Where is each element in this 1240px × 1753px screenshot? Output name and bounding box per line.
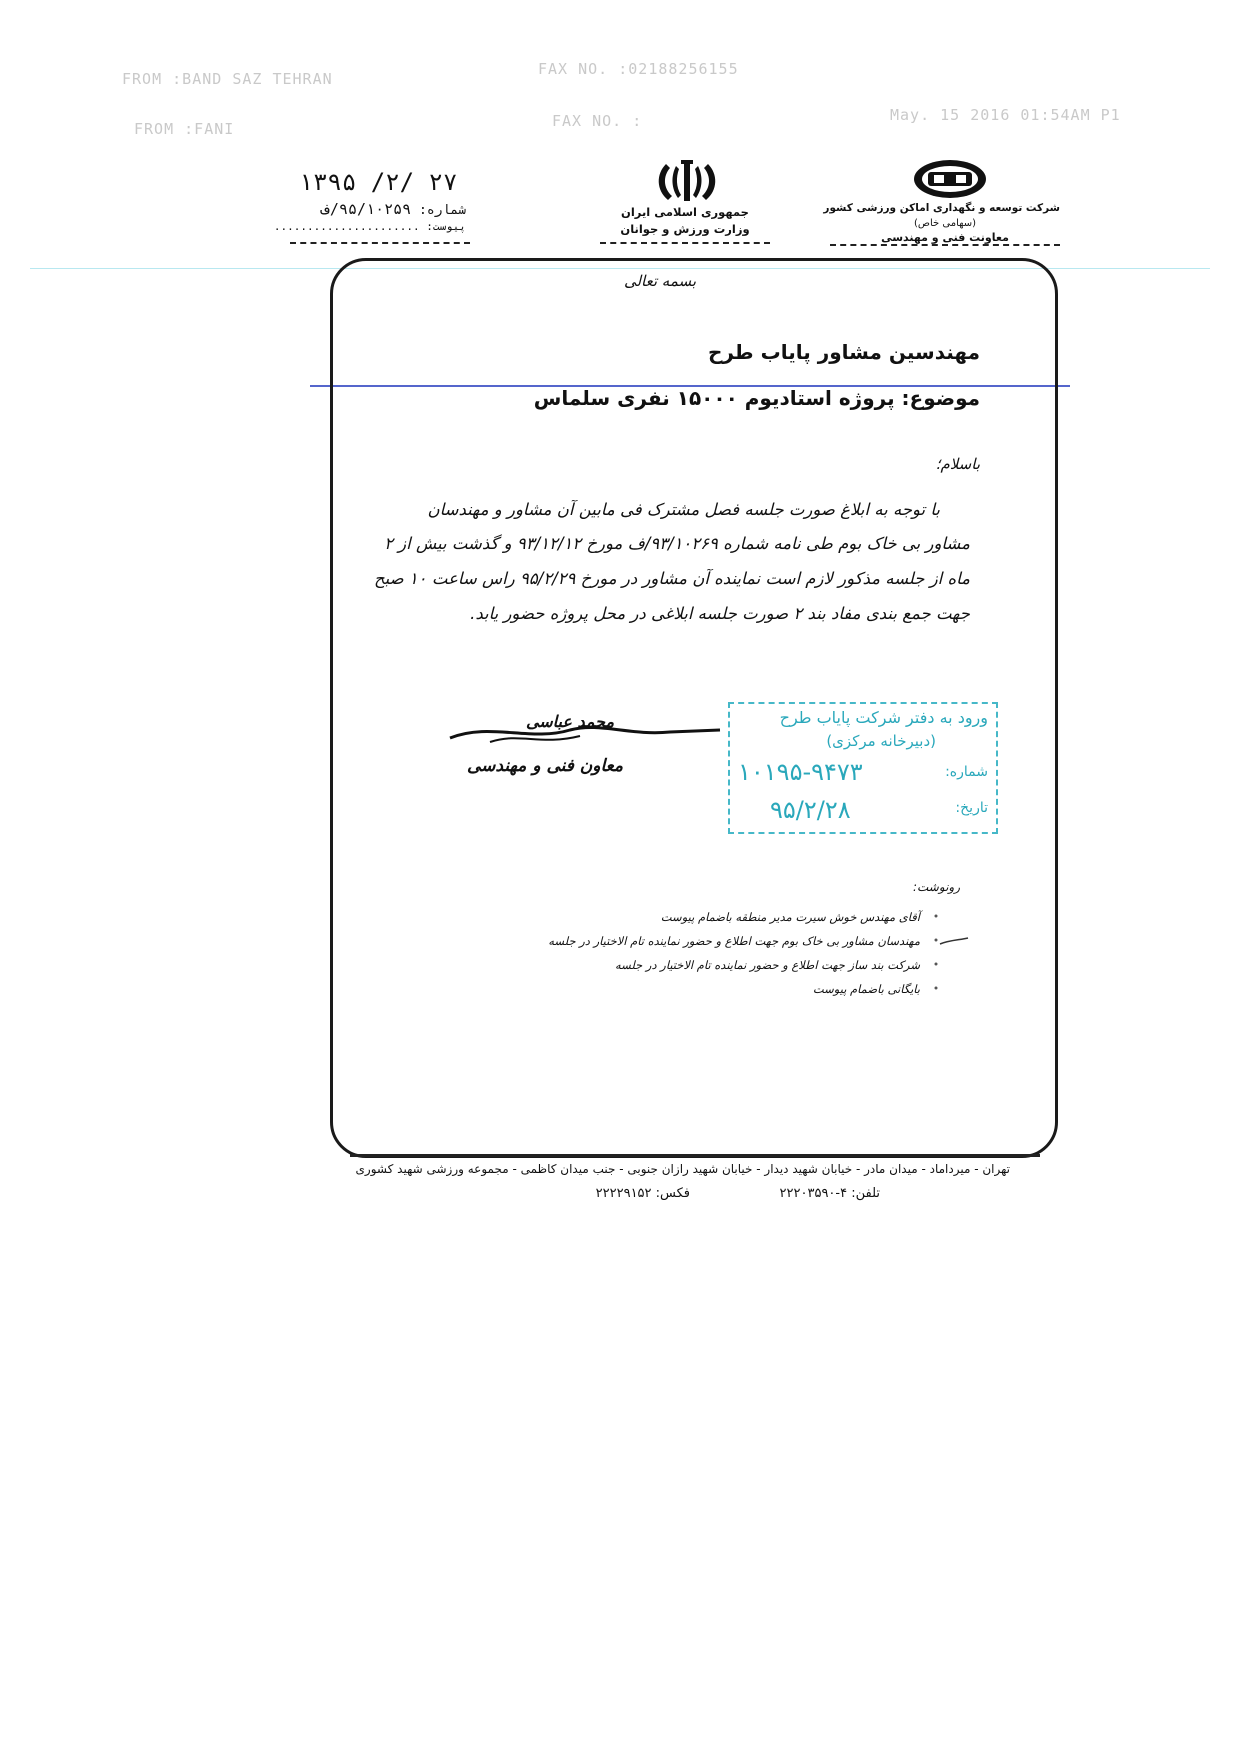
footer-phone: تلفن: ۴-۲۲۲۰۳۵۹۰ [779,1186,880,1201]
body-line-4: جهت جمع بندی مفاد بند ۲ صورت جلسه ابلاغی در محل پروژه حضور یابد. [470,604,970,623]
cc-label: رونوشت: [912,880,960,894]
letter-date: ۱۳۹۵ /۲/ ۲۷ [298,168,458,196]
fax-from-2: FROM :FANI [134,120,235,138]
greeting: باسلام؛ [935,455,980,473]
letter-number-value: ۹۵/۱۰۲۵۹/ف [320,200,412,218]
letter-attachment-row [273,220,466,233]
signature-name: محمد عباسی [525,712,615,731]
footer-rule [350,1154,1040,1157]
letter-number-row [290,200,466,218]
fax-datetime: May. 15 2016 01:54AM P1 [890,106,1121,124]
cc-item-4: بایگانی باضمام پیوست [812,982,920,996]
org-line-2: (سهامی خاص) [913,218,977,229]
organization-logo-icon [912,158,988,200]
stamp-date-value: ۹۵/۲/۲۸ [770,796,851,824]
cc-item-3: شرکت بند ساز جهت اطلاع و حضور نماینده تام الاختیار در جلسه [614,958,920,972]
header-rule-left [290,242,470,244]
header-rule-right [830,244,1060,246]
body-line-2: مشاور بی خاک بوم طی نامه شماره ۹۳/۱۰۲۶۹/ف مورخ ۹۳/۱۲/۱۲ و گذشت بیش از ۲ [384,534,970,553]
stamp-number-label: شماره: [945,764,988,780]
receipt-stamp [728,702,998,834]
stamp-line-2: (دبیرخانه مرکزی) [826,732,936,750]
fax-from-1: FROM :BAND SAZ TEHRAN [122,70,333,88]
org-line-3: معاونت فنی و مهندسی [881,231,1009,244]
basmala: بسمه تعالی [623,272,697,290]
signature-title: معاون فنی و مهندسی [467,756,623,776]
letter-meta [273,168,466,233]
cc-item-1: آقای مهندس خوش سیرت مدیر منطقه باضمام پیوست [660,910,920,924]
body-line-1: با توجه به ابلاغ صورت جلسه فصل مشترک فی مابین آن مشاور و مهندسان [427,500,940,519]
republic-line-2: وزارت ورزش و جوانان [620,222,750,236]
letter-attachment-label: پیوست: [426,220,466,233]
cc-item-2: مهندسان مشاور بی خاک بوم جهت اطلاع و حضور نماینده تام الاختیار در جلسه [548,934,920,948]
stamp-line-1: ورود به دفتر شرکت پایاب طرح [779,708,988,727]
org-line-1: شرکت توسعه و نگهداری اماکن ورزشی کشور [823,202,1060,214]
body-line-3: ماه از جلسه مذکور لازم است نماینده آن مشاور در مورخ ۹۵/۲/۲۹ راس ساعت ۱۰ صبح [374,569,970,588]
footer-fax: فکس: ۲۲۲۲۹۱۵۲ [595,1186,690,1201]
footer-address: تهران - میرداماد - میدان مادر - خیابان شهید دیدار - خیابان شهید رازان جنوبی - جنب میدان کاظمی - مجموعه ورزشی شهید کشوری [355,1162,1010,1176]
republic-line-1: جمهوری اسلامی ایران [621,205,749,219]
stamp-date-label: تاریخ: [955,800,988,816]
recipient: مهندسین مشاور پایاب طرح [707,340,980,364]
subject: موضوع: پروژه استادیوم ۱۵۰۰۰ نفری سلماس [533,386,980,410]
fax-number-2: FAX NO. : [552,112,643,130]
stamp-number-value: ۱۰۱۹۵-۹۴۷۳ [738,758,863,786]
letter-attachment-value: ...................... [273,220,420,233]
fax-number-1: FAX NO. :02188256155 [538,60,739,78]
iran-emblem-icon [652,158,722,204]
letter-number-label: شماره: [419,203,466,218]
header-rule-center [600,242,770,244]
cc-bullets-icon [930,910,970,1000]
